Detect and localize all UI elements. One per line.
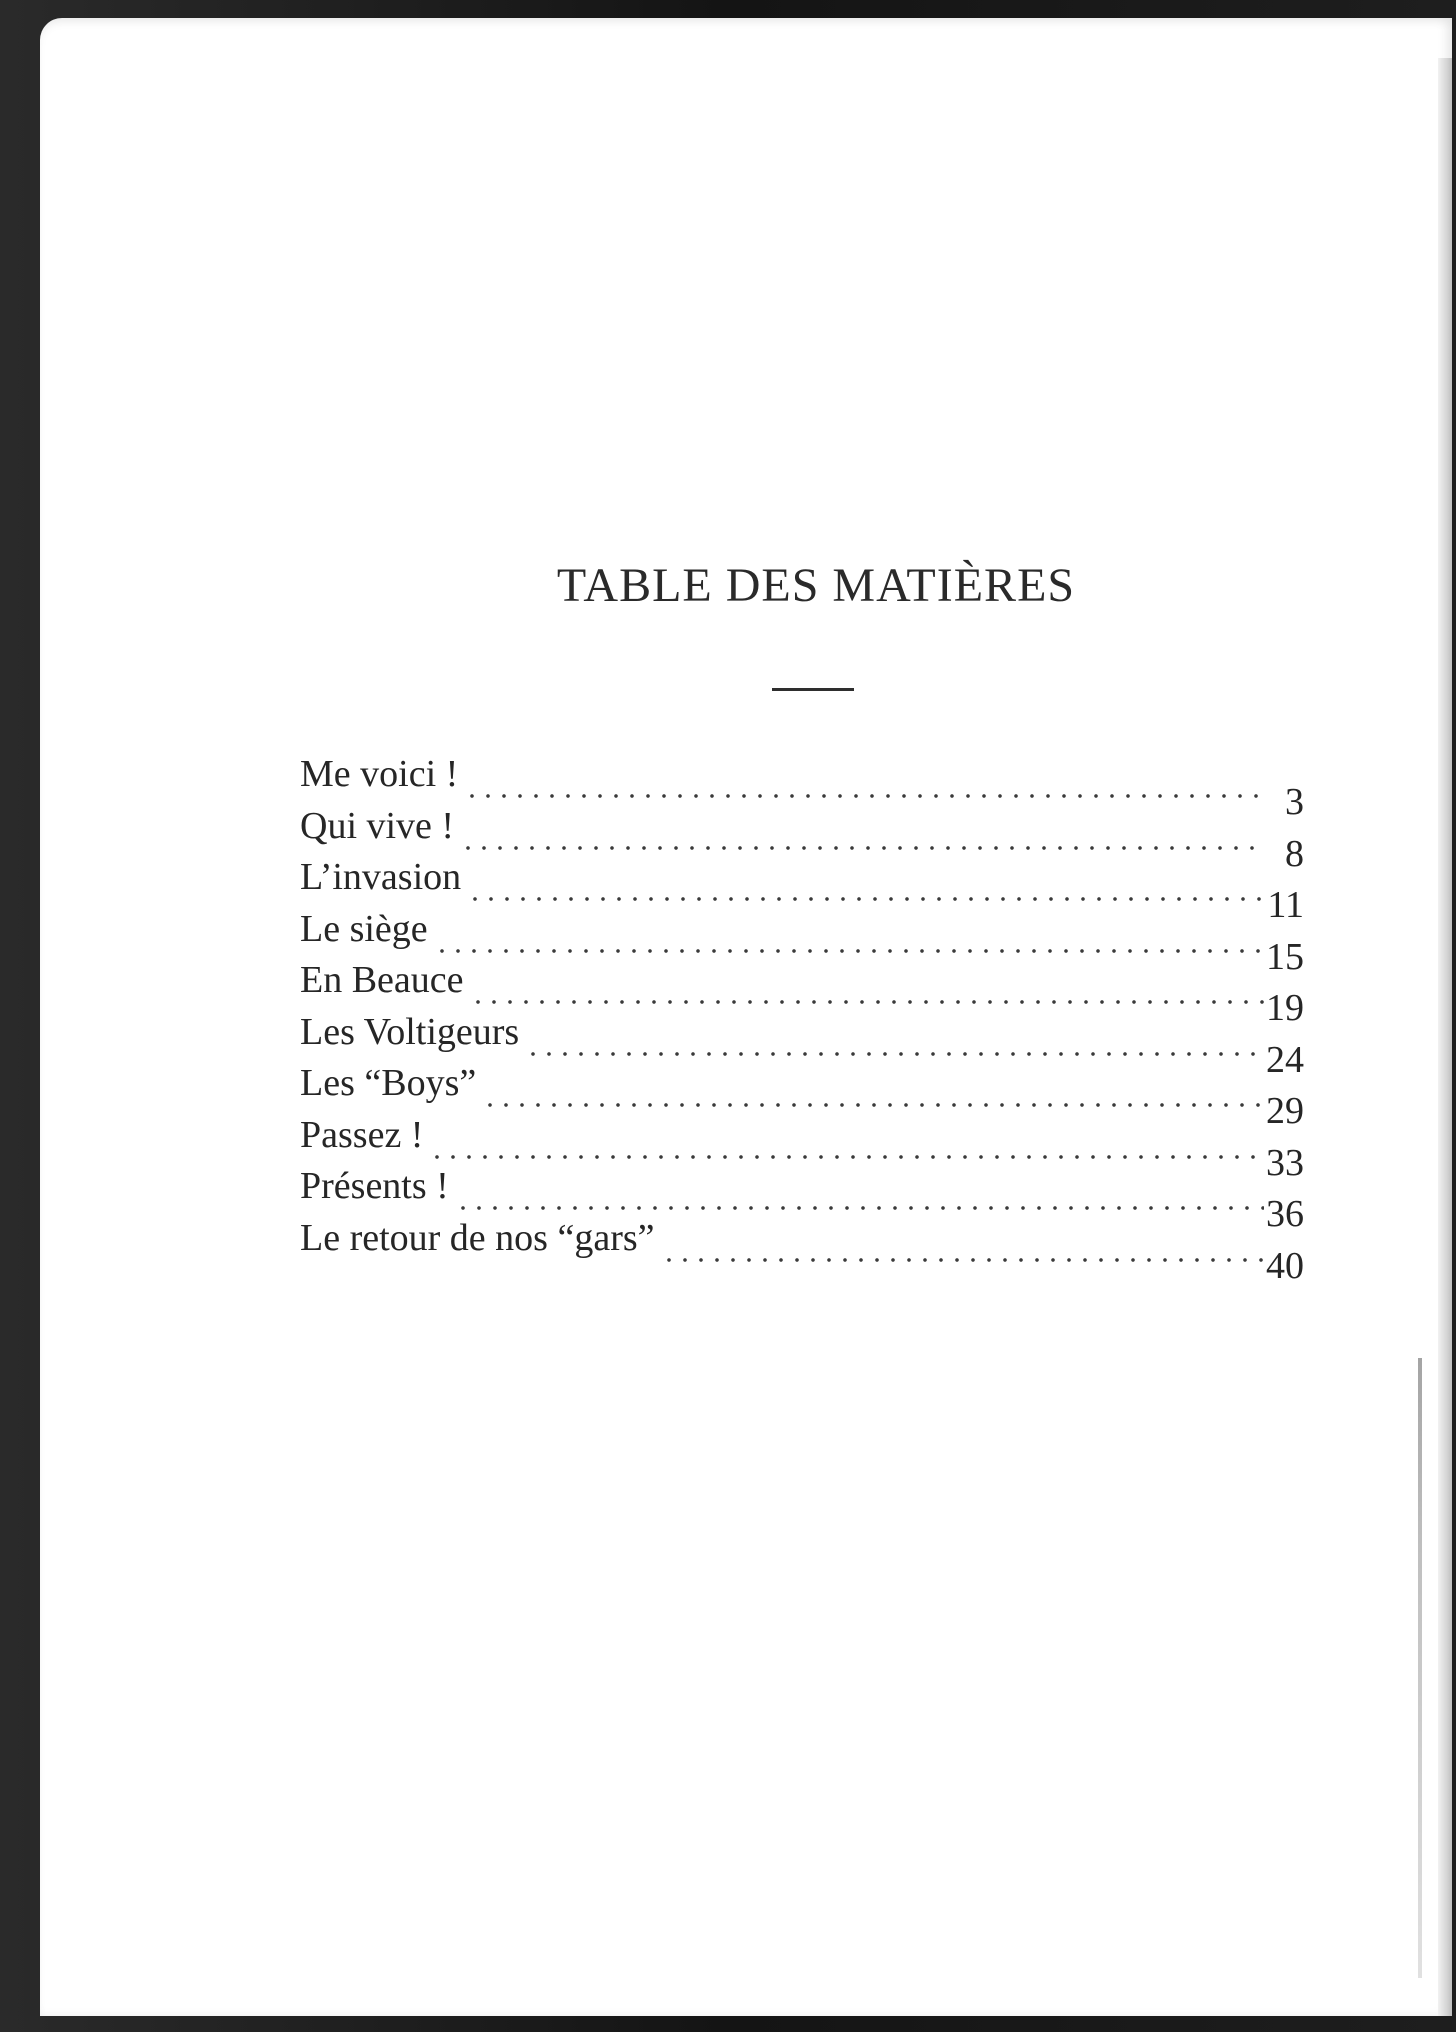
dot-leader (525, 1050, 1264, 1058)
dot-leader (460, 844, 1264, 852)
dot-leader (482, 1101, 1264, 1109)
toc-entry (300, 1214, 1304, 1287)
title-divider (772, 688, 854, 691)
toc-entry-title: L’invasion (300, 856, 462, 898)
toc-entry-page: 15 (1266, 935, 1304, 978)
toc-entry-title: Me voici ! (300, 753, 459, 795)
page-fold-shadow (1418, 1358, 1422, 1978)
dot-leader (464, 792, 1264, 800)
toc-entry (300, 750, 1304, 823)
toc-entry (300, 853, 1304, 926)
dot-leader (455, 1204, 1264, 1212)
toc-entry-page: 36 (1266, 1193, 1304, 1235)
toc-entry-page: 8 (1285, 832, 1304, 875)
toc-entry-page: 3 (1285, 781, 1304, 823)
toc-entry-title: Le retour de nos “gars” (300, 1216, 655, 1259)
dot-leader (429, 1153, 1264, 1161)
toc-entry-title: Le siège (300, 907, 428, 950)
toc-entry (300, 1008, 1304, 1081)
toc-entry (300, 1111, 1304, 1184)
toc-entry (300, 905, 1304, 978)
toc-entry-title: Les “Boys” (300, 1062, 477, 1104)
dot-leader (470, 998, 1264, 1006)
table-of-contents (300, 750, 1304, 1287)
toc-entry-page: 11 (1267, 884, 1304, 926)
toc-entry (300, 956, 1304, 1029)
page-edge (1438, 58, 1452, 2016)
toc-entry-page: 29 (1266, 1090, 1304, 1132)
toc-entry (300, 1162, 1304, 1235)
toc-entry-page: 40 (1266, 1244, 1304, 1287)
toc-entry (300, 1059, 1304, 1132)
dot-leader (434, 947, 1264, 955)
page-title: TABLE DES MATIÈRES (556, 559, 1076, 612)
toc-entry-title: Présents ! (300, 1165, 449, 1207)
toc-entry-title: Qui vive ! (300, 804, 455, 847)
toc-entry-page: 24 (1266, 1038, 1304, 1081)
toc-entry (300, 802, 1304, 875)
toc-entry-page: 33 (1266, 1141, 1304, 1184)
toc-entry-title: Passez ! (300, 1113, 424, 1156)
toc-entry-title: En Beauce (300, 959, 464, 1001)
toc-entry-title: Les Voltigeurs (300, 1010, 520, 1053)
dot-leader (467, 895, 1264, 903)
toc-entry-page: 19 (1266, 987, 1304, 1029)
dot-leader (661, 1256, 1264, 1264)
